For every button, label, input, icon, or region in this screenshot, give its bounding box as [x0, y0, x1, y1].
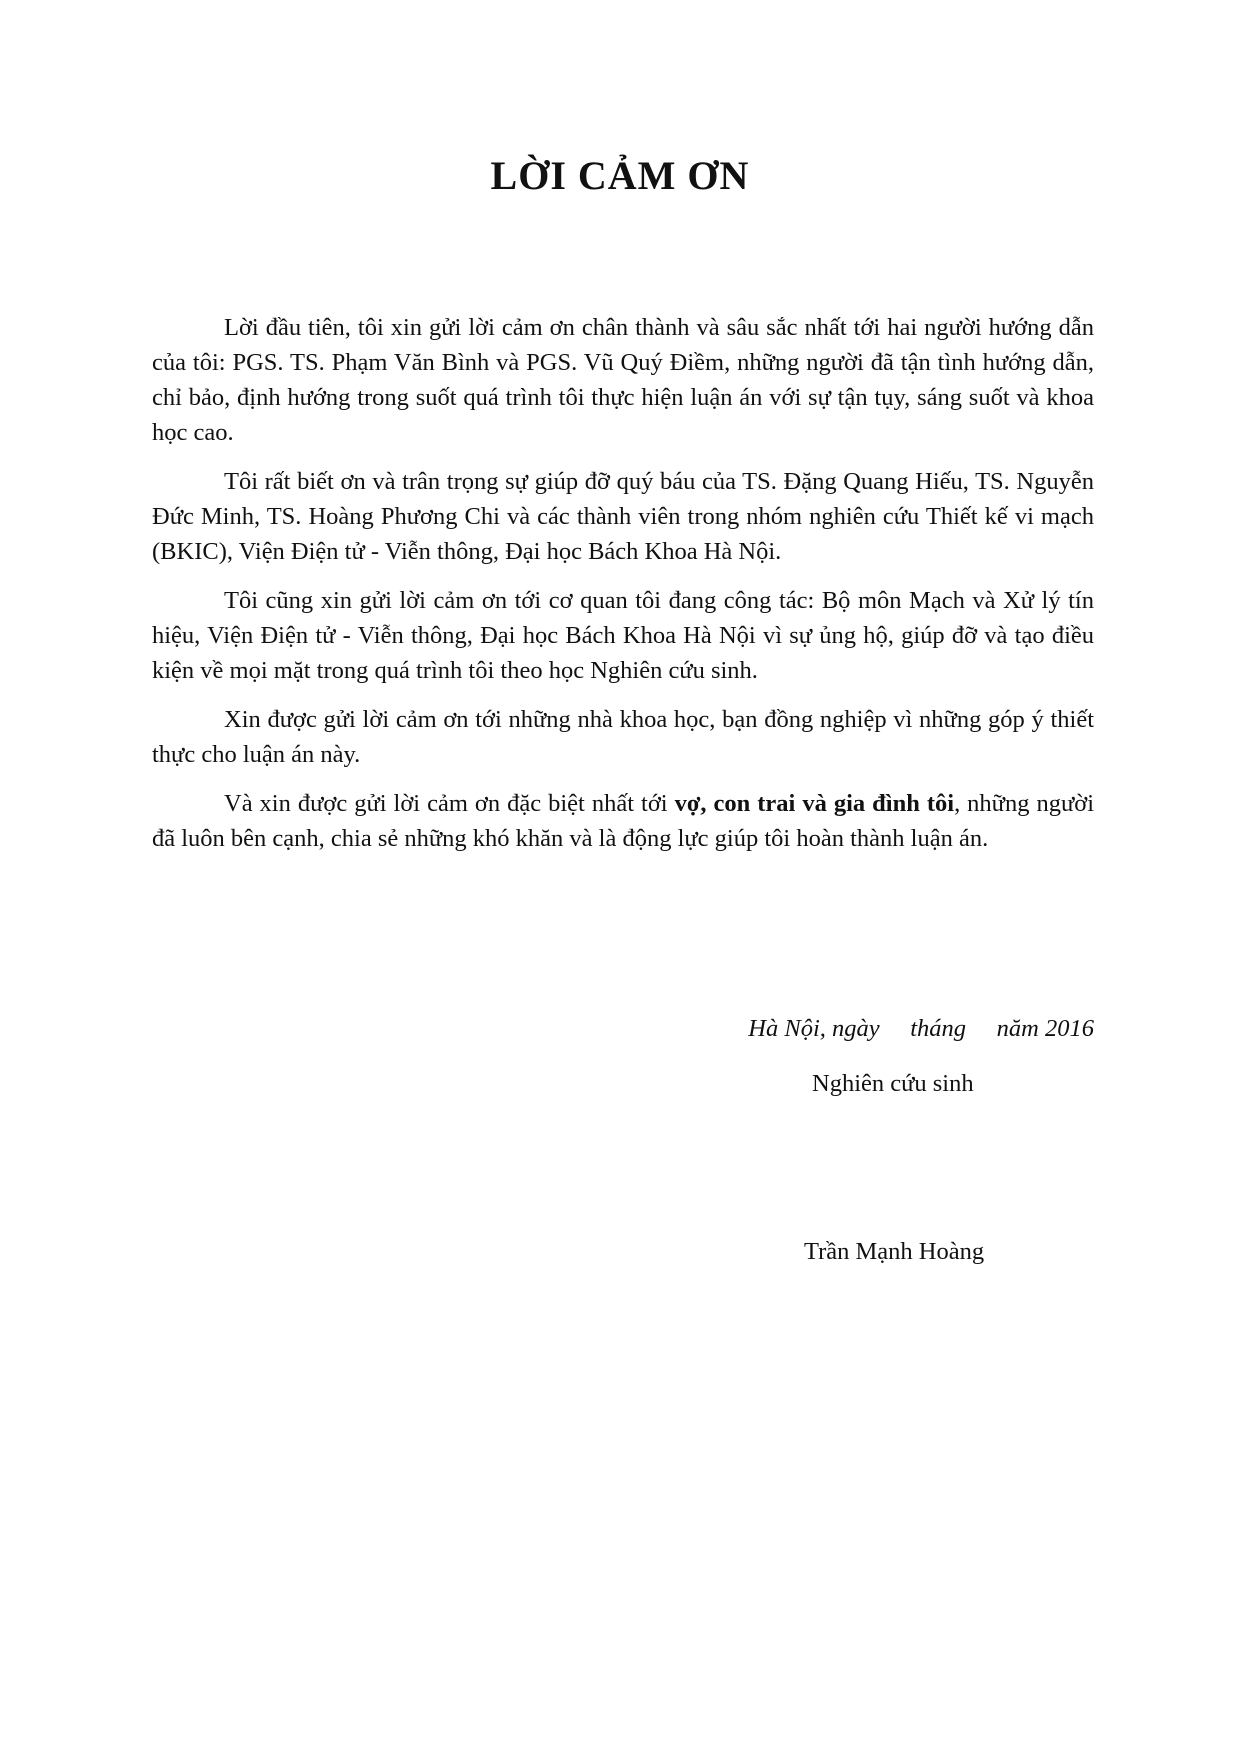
signature-role: Nghiên cứu sinh [812, 1070, 974, 1097]
paragraph-workplace: Tôi cũng xin gửi lời cảm ơn tới cơ quan tôi đang công tác: Bộ môn Mạch và Xử lý tín hiệu, Viện Điện tử - Viễn thông, Đại học Bách Khoa Hà Nội vì sự ủng hộ, giúp đỡ và tạo điều kiện về mọi mặt trong quá trình tôi theo học Nghiên cứu sinh. [152, 587, 1094, 684]
paragraph-family-emphasis: vợ, con trai và gia đình tôi [674, 790, 955, 817]
acknowledgement-body [152, 310, 1094, 870]
paragraph-family-rest: , những người đã luôn bên cạnh, chia sẻ những khó khăn và là động lực giúp tôi hoàn thành luận án. [152, 790, 1094, 852]
paragraph-advisors: Lời đầu tiên, tôi xin gửi lời cảm ơn chân thành và sâu sắc nhất tới hai người hướng dẫn của tôi: PGS. TS. Phạm Văn Bình và PGS. Vũ Quý Điềm, những người đã tận tình hướng dẫn, chỉ bảo, định hướng trong suốt quá trình tôi thực hiện luận án với sự tận tụy, sáng suốt và khoa học cao. [152, 314, 1094, 446]
paragraph-family-intro: Và xin được gửi lời cảm ơn đặc biệt nhất tới [224, 790, 675, 817]
paragraph-research-group: Tôi rất biết ơn và trân trọng sự giúp đỡ quý báu của TS. Đặng Quang Hiếu, TS. Nguyễn Đức Minh, TS. Hoàng Phương Chi và các thành viên trong nhóm nghiên cứu Thiết kế vi mạch (BKIC), Viện Điện tử - Viễn thông, Đại học Bách Khoa Hà Nội. [152, 468, 1094, 565]
signature-date: Hà Nội, ngày tháng năm 2016 [748, 1015, 1094, 1042]
page-title: LỜI CẢM ƠN [490, 153, 750, 198]
paragraph-family [152, 786, 1094, 856]
signature-name: Trần Mạnh Hoàng [804, 1238, 985, 1265]
paragraph-colleagues: Xin được gửi lời cảm ơn tới những nhà khoa học, bạn đồng nghiệp vì những góp ý thiết thực cho luận án này. [152, 706, 1094, 768]
